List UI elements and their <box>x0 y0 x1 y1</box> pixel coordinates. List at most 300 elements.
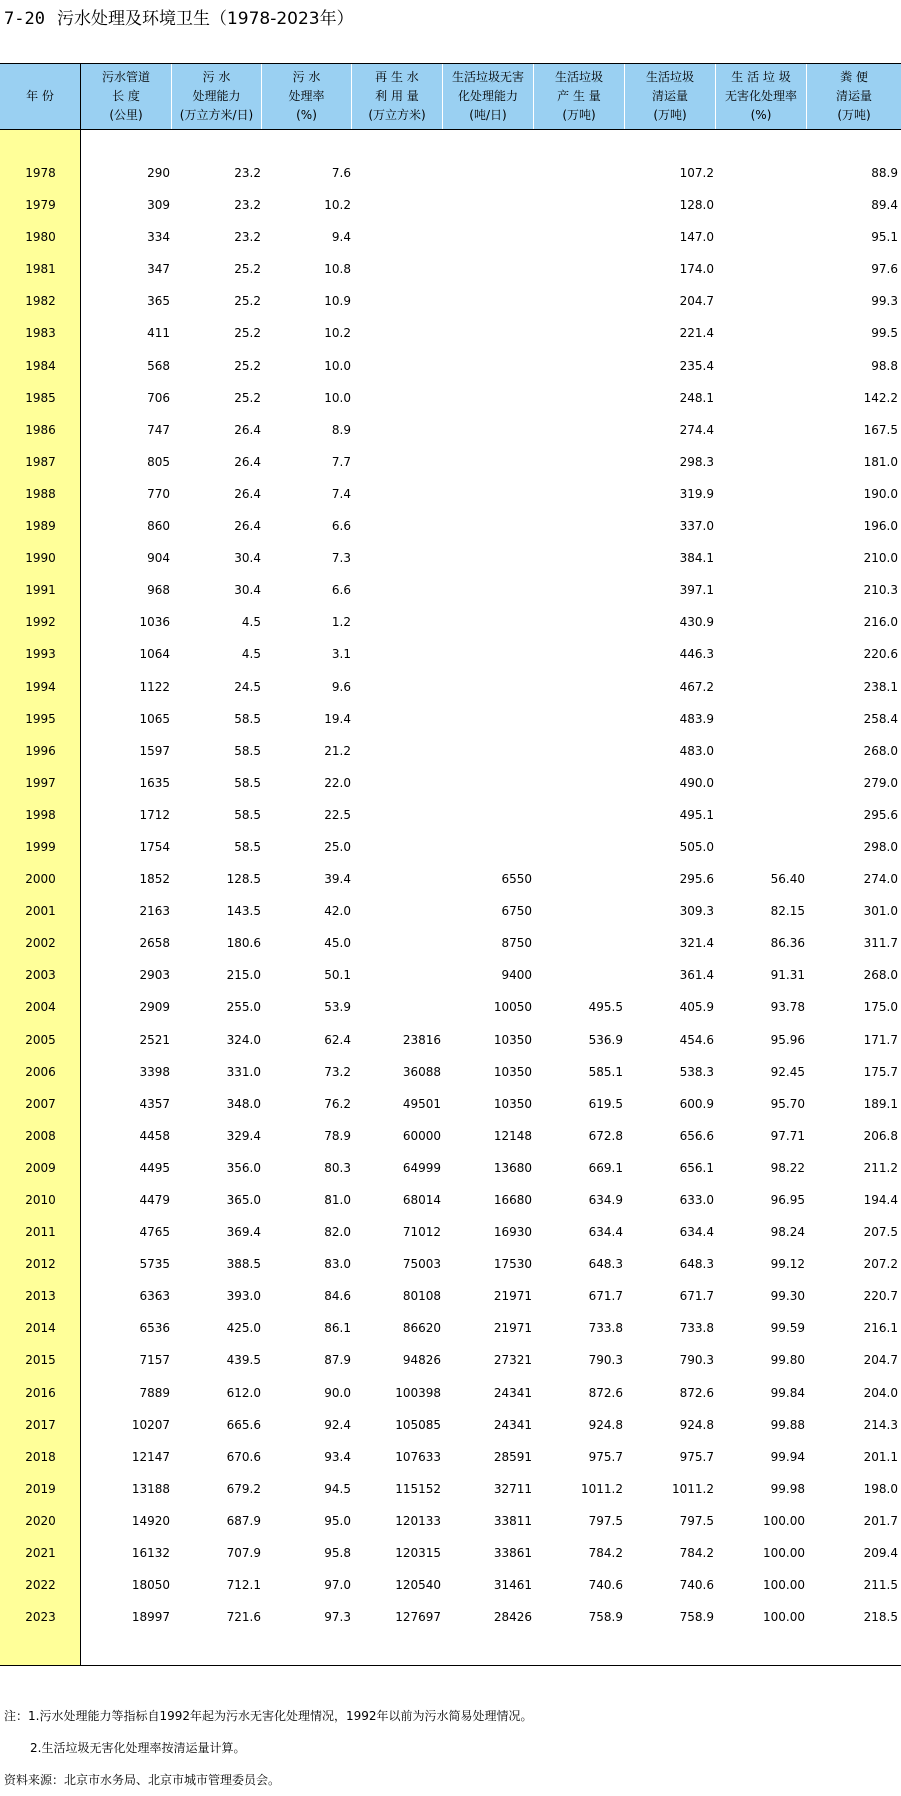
header-line: 清运量 <box>835 89 872 103</box>
cell-sewer-length: 6363 <box>139 1289 170 1304</box>
cell-feces-collected: 220.7 <box>863 1289 898 1304</box>
cell-sewage-capacity: 356.0 <box>226 1160 261 1175</box>
cell-year: 2018 <box>25 1449 56 1464</box>
cell-garbage-collected: 221.4 <box>679 326 714 341</box>
cell-sewer-length: 10207 <box>131 1417 170 1432</box>
cell-sewage-rate: 81.0 <box>324 1193 351 1207</box>
table-row <box>0 1508 901 1540</box>
cell-feces-collected: 211.5 <box>863 1578 898 1593</box>
header-garbage-collected <box>625 64 716 129</box>
cell-sewage-capacity: 388.5 <box>226 1257 261 1272</box>
cell-sewer-length: 290 <box>147 166 170 180</box>
cell-sewer-length: 12147 <box>131 1449 170 1464</box>
cell-feces-collected: 99.3 <box>871 294 898 309</box>
cell-sewage-capacity: 180.6 <box>226 936 261 951</box>
cell-year: 2020 <box>25 1513 56 1528</box>
cell-sewage-rate: 78.9 <box>324 1128 351 1143</box>
table-row <box>0 1091 901 1123</box>
table-row <box>0 1059 901 1091</box>
cell-garbage-capacity: 27321 <box>493 1353 532 1368</box>
header-line: 清运量 <box>651 89 688 103</box>
cell-sewage-capacity: 58.5 <box>234 839 261 854</box>
cell-sewer-length: 1122 <box>139 679 170 694</box>
cell-garbage-capacity: 10350 <box>493 1096 532 1111</box>
cell-year: 2012 <box>25 1257 56 1272</box>
cell-garbage-collected: 298.3 <box>679 454 714 469</box>
header-line: 生 活 垃 圾 <box>731 70 791 84</box>
table-row <box>0 930 901 962</box>
cell-sewer-length: 4479 <box>139 1193 170 1207</box>
cell-sewer-length: 904 <box>147 551 170 566</box>
cell-garbage-collected: 495.1 <box>679 807 714 822</box>
cell-sewage-rate: 10.0 <box>324 358 351 373</box>
header-line: 粪 便 <box>840 70 868 84</box>
header-line: 产 生 量 <box>557 89 601 103</box>
table-row <box>0 738 901 770</box>
cell-year: 2000 <box>25 872 56 887</box>
cell-sewage-capacity: 365.0 <box>226 1193 261 1207</box>
table-row <box>0 385 901 417</box>
cell-garbage-capacity: 10350 <box>493 1064 532 1079</box>
cell-year: 1982 <box>25 294 56 309</box>
cell-sewage-rate: 73.2 <box>324 1064 351 1079</box>
cell-sewer-length: 309 <box>147 198 170 213</box>
header-sewage-capacity <box>172 64 262 129</box>
cell-sewage-rate: 84.6 <box>324 1289 351 1304</box>
cell-sewage-capacity: 665.6 <box>226 1417 261 1432</box>
cell-sewage-capacity: 4.5 <box>241 615 261 630</box>
cell-feces-collected: 89.4 <box>871 198 898 213</box>
cell-garbage-collected: 483.9 <box>679 711 714 726</box>
cell-garbage-harmless-rate: 86.36 <box>770 936 805 951</box>
cell-garbage-produced: 648.3 <box>588 1257 623 1272</box>
cell-garbage-collected: 235.4 <box>679 358 714 373</box>
cell-feces-collected: 209.4 <box>863 1546 898 1561</box>
cell-sewage-capacity: 215.0 <box>226 968 261 983</box>
cell-sewage-rate: 45.0 <box>324 936 351 951</box>
cell-year: 1978 <box>25 166 56 180</box>
cell-sewage-capacity: 348.0 <box>226 1096 261 1111</box>
cell-garbage-produced: 634.9 <box>588 1193 623 1207</box>
cell-sewage-capacity: 721.6 <box>226 1610 261 1625</box>
table-row <box>0 192 901 224</box>
cell-garbage-produced: 669.1 <box>588 1160 623 1175</box>
table-body <box>0 160 901 1636</box>
cell-sewage-capacity: 25.2 <box>234 294 261 309</box>
cell-garbage-produced: 733.8 <box>588 1321 623 1336</box>
cell-garbage-capacity: 12148 <box>493 1128 532 1143</box>
cell-year: 1997 <box>25 775 56 790</box>
cell-sewage-rate: 10.2 <box>324 198 351 213</box>
cell-sewer-length: 1597 <box>139 743 170 758</box>
cell-sewage-capacity: 25.2 <box>234 390 261 405</box>
cell-reclaimed-water: 120315 <box>395 1546 441 1561</box>
cell-year: 1983 <box>25 326 56 341</box>
cell-year: 1984 <box>25 358 56 373</box>
cell-garbage-capacity: 8750 <box>501 936 532 951</box>
header-line: 生活垃圾无害 <box>451 70 524 84</box>
cell-garbage-harmless-rate: 99.94 <box>770 1449 805 1464</box>
header-line: 污 水 <box>292 70 321 84</box>
table-row <box>0 320 901 352</box>
table-row <box>0 1219 901 1251</box>
cell-reclaimed-water: 115152 <box>395 1481 441 1496</box>
cell-sewer-length: 14920 <box>131 1513 170 1528</box>
cell-sewer-length: 4495 <box>139 1160 170 1175</box>
cell-feces-collected: 298.0 <box>863 839 898 854</box>
cell-sewage-capacity: 26.4 <box>234 486 261 501</box>
cell-garbage-collected: 656.6 <box>679 1128 714 1143</box>
cell-sewer-length: 18050 <box>131 1578 170 1593</box>
cell-garbage-harmless-rate: 56.40 <box>770 872 805 887</box>
bottom-rule <box>0 1665 901 1666</box>
header-line: 生活垃圾 <box>554 70 603 84</box>
cell-garbage-produced: 495.5 <box>588 1000 623 1015</box>
cell-feces-collected: 210.3 <box>863 583 898 598</box>
table-row <box>0 1251 901 1283</box>
cell-garbage-collected: 446.3 <box>679 647 714 662</box>
cell-reclaimed-water: 64999 <box>402 1160 441 1175</box>
table-row <box>0 1187 901 1219</box>
cell-sewage-capacity: 143.5 <box>226 904 261 919</box>
cell-feces-collected: 190.0 <box>863 486 898 501</box>
cell-sewer-length: 770 <box>147 486 170 501</box>
cell-feces-collected: 95.1 <box>871 230 898 245</box>
cell-sewage-capacity: 425.0 <box>226 1321 261 1336</box>
cell-feces-collected: 211.2 <box>863 1160 898 1175</box>
cell-garbage-produced: 758.9 <box>588 1610 623 1625</box>
cell-garbage-collected: 633.0 <box>679 1193 714 1207</box>
cell-garbage-collected: 634.4 <box>679 1225 714 1240</box>
cell-sewage-rate: 19.4 <box>324 711 351 726</box>
cell-year: 1985 <box>25 390 56 405</box>
cell-sewage-rate: 95.8 <box>324 1546 351 1561</box>
cell-feces-collected: 175.0 <box>863 1000 898 1015</box>
cell-sewer-length: 1754 <box>139 839 170 854</box>
cell-year: 2016 <box>25 1385 56 1400</box>
cell-feces-collected: 220.6 <box>863 647 898 662</box>
cell-year: 2001 <box>25 904 56 919</box>
cell-sewage-capacity: 25.2 <box>234 326 261 341</box>
header-feces-collected <box>807 64 901 129</box>
cell-feces-collected: 207.2 <box>863 1257 898 1272</box>
cell-sewage-rate: 83.0 <box>324 1257 351 1272</box>
cell-feces-collected: 88.9 <box>871 166 898 180</box>
cell-year: 2019 <box>25 1481 56 1496</box>
cell-sewer-length: 1635 <box>139 775 170 790</box>
cell-sewage-rate: 53.9 <box>324 1000 351 1015</box>
cell-sewer-length: 3398 <box>139 1064 170 1079</box>
cell-sewage-capacity: 439.5 <box>226 1353 261 1368</box>
cell-garbage-harmless-rate: 82.15 <box>770 904 805 919</box>
cell-sewage-rate: 10.0 <box>324 390 351 405</box>
cell-sewage-capacity: 24.5 <box>234 679 261 694</box>
cell-feces-collected: 301.0 <box>863 904 898 919</box>
cell-sewage-rate: 97.0 <box>324 1578 351 1593</box>
header-line: 无害化处理率 <box>724 89 797 103</box>
cell-feces-collected: 204.0 <box>863 1385 898 1400</box>
table-row <box>0 1476 901 1508</box>
cell-sewer-length: 1036 <box>139 615 170 630</box>
table-row <box>0 802 901 834</box>
cell-reclaimed-water: 60000 <box>402 1128 441 1143</box>
cell-feces-collected: 268.0 <box>863 968 898 983</box>
header-line: 化处理能力 <box>457 89 518 103</box>
cell-sewage-rate: 22.5 <box>324 807 351 822</box>
cell-garbage-harmless-rate: 97.71 <box>770 1128 805 1143</box>
cell-sewage-rate: 7.3 <box>331 551 351 566</box>
cell-year: 1992 <box>25 615 56 630</box>
cell-garbage-harmless-rate: 99.88 <box>770 1417 805 1432</box>
cell-garbage-produced: 924.8 <box>588 1417 623 1432</box>
cell-sewage-rate: 39.4 <box>324 872 351 887</box>
cell-year: 2015 <box>25 1353 56 1368</box>
cell-reclaimed-water: 94826 <box>402 1353 441 1368</box>
cell-year: 2004 <box>25 1000 56 1015</box>
header-sewer-length <box>81 64 172 129</box>
cell-garbage-produced: 536.9 <box>588 1032 623 1047</box>
cell-sewage-rate: 42.0 <box>324 904 351 919</box>
table-row <box>0 577 901 609</box>
cell-sewer-length: 2521 <box>139 1032 170 1047</box>
cell-reclaimed-water: 71012 <box>402 1225 441 1240</box>
header-line: (万吨) <box>837 108 871 122</box>
cell-garbage-produced: 797.5 <box>588 1513 623 1528</box>
cell-feces-collected: 311.7 <box>863 936 898 951</box>
cell-year: 1998 <box>25 807 56 822</box>
table-number: 7-20 <box>4 9 45 29</box>
table-title: 污水处理及环境卫生（1978-2023年） <box>56 9 354 29</box>
cell-garbage-produced: 585.1 <box>588 1064 623 1079</box>
cell-reclaimed-water: 120540 <box>395 1578 441 1593</box>
cell-feces-collected: 218.5 <box>863 1610 898 1625</box>
header-sewage-rate <box>262 64 352 129</box>
cell-sewage-capacity: 58.5 <box>234 775 261 790</box>
cell-year: 1988 <box>25 486 56 501</box>
cell-garbage-collected: 467.2 <box>679 679 714 694</box>
cell-garbage-harmless-rate: 91.31 <box>770 968 805 983</box>
cell-sewage-rate: 94.5 <box>324 1481 351 1496</box>
table-row <box>0 1347 901 1379</box>
table-row <box>0 641 901 673</box>
table-row <box>0 1123 901 1155</box>
cell-feces-collected: 196.0 <box>863 519 898 534</box>
cell-garbage-collected: 600.9 <box>679 1096 714 1111</box>
header-line: (万立方米/日) <box>179 108 254 122</box>
cell-sewage-capacity: 26.4 <box>234 422 261 437</box>
cell-garbage-capacity: 32711 <box>493 1481 532 1496</box>
cell-year: 2009 <box>25 1160 56 1175</box>
cell-sewage-rate: 25.0 <box>324 839 351 854</box>
cell-garbage-capacity: 33811 <box>493 1513 532 1528</box>
cell-sewage-rate: 7.6 <box>331 166 351 180</box>
cell-sewage-capacity: 393.0 <box>226 1289 261 1304</box>
cell-feces-collected: 194.4 <box>863 1193 898 1207</box>
cell-garbage-collected: 648.3 <box>679 1257 714 1272</box>
cell-garbage-capacity: 31461 <box>493 1578 532 1593</box>
cell-year: 1991 <box>25 583 56 598</box>
table-row <box>0 1412 901 1444</box>
cell-sewage-capacity: 23.2 <box>234 230 261 245</box>
header-line: 生活垃圾 <box>645 70 694 84</box>
cell-garbage-harmless-rate: 100.00 <box>763 1578 805 1593</box>
note-2: 2.生活垃圾无害化处理率按清运量计算。 <box>30 1741 246 1755</box>
cell-garbage-produced: 1011.2 <box>581 1481 623 1496</box>
cell-garbage-collected: 361.4 <box>679 968 714 983</box>
cell-garbage-harmless-rate: 99.30 <box>770 1289 805 1304</box>
cell-garbage-harmless-rate: 93.78 <box>770 1000 805 1015</box>
table-row <box>0 160 901 192</box>
cell-sewage-capacity: 23.2 <box>234 198 261 213</box>
cell-sewage-rate: 8.9 <box>331 422 351 437</box>
cell-sewer-length: 968 <box>147 583 170 598</box>
cell-garbage-harmless-rate: 95.96 <box>770 1032 805 1047</box>
cell-sewage-rate: 62.4 <box>324 1032 351 1047</box>
table-row <box>0 256 901 288</box>
note-1: 注：1.污水处理能力等指标自1992年起为污水无害化处理情况，1992年以前为污水简易处理情况。 <box>4 1709 533 1723</box>
cell-year: 2023 <box>25 1610 56 1625</box>
table-row <box>0 513 901 545</box>
cell-year: 2010 <box>25 1193 56 1207</box>
cell-year: 2003 <box>25 968 56 983</box>
cell-garbage-collected: 147.0 <box>679 230 714 245</box>
cell-garbage-produced: 872.6 <box>588 1385 623 1400</box>
header-reclaimed-water <box>352 64 443 129</box>
cell-sewer-length: 6536 <box>139 1321 170 1336</box>
cell-sewage-capacity: 255.0 <box>226 1000 261 1015</box>
cell-feces-collected: 167.5 <box>863 422 898 437</box>
table-row <box>0 1540 901 1572</box>
cell-year: 1990 <box>25 551 56 566</box>
cell-garbage-collected: 740.6 <box>679 1578 714 1593</box>
cell-garbage-harmless-rate: 98.24 <box>770 1225 805 1240</box>
table-row <box>0 1572 901 1604</box>
cell-garbage-harmless-rate: 99.80 <box>770 1353 805 1368</box>
cell-sewage-rate: 86.1 <box>324 1321 351 1336</box>
cell-garbage-capacity: 6750 <box>501 904 532 919</box>
cell-reclaimed-water: 120133 <box>395 1513 441 1528</box>
cell-garbage-capacity: 28591 <box>493 1449 532 1464</box>
cell-year: 1987 <box>25 454 56 469</box>
cell-garbage-harmless-rate: 92.45 <box>770 1064 805 1079</box>
cell-sewage-capacity: 23.2 <box>234 166 261 180</box>
table-row <box>0 417 901 449</box>
header-line: (万吨) <box>562 108 596 122</box>
cell-sewage-rate: 93.4 <box>324 1449 351 1464</box>
cell-garbage-capacity: 6550 <box>501 872 532 887</box>
cell-garbage-capacity: 16930 <box>493 1225 532 1240</box>
cell-garbage-collected: 733.8 <box>679 1321 714 1336</box>
cell-sewer-length: 4458 <box>139 1128 170 1143</box>
cell-sewage-rate: 50.1 <box>324 968 351 983</box>
table-row <box>0 1444 901 1476</box>
cell-sewage-capacity: 26.4 <box>234 454 261 469</box>
cell-garbage-collected: 656.1 <box>679 1160 714 1175</box>
cell-sewer-length: 334 <box>147 230 170 245</box>
cell-sewage-rate: 90.0 <box>324 1385 351 1400</box>
cell-garbage-collected: 538.3 <box>679 1064 714 1079</box>
header-line: (公里) <box>109 108 143 122</box>
table-row <box>0 962 901 994</box>
cell-garbage-produced: 671.7 <box>588 1289 623 1304</box>
cell-feces-collected: 204.7 <box>863 1353 898 1368</box>
header-line: 年 份 <box>26 89 54 103</box>
cell-garbage-collected: 397.1 <box>679 583 714 598</box>
cell-feces-collected: 175.7 <box>863 1064 898 1079</box>
cell-sewer-length: 7889 <box>139 1385 170 1400</box>
cell-year: 2008 <box>25 1128 56 1143</box>
cell-sewer-length: 2903 <box>139 968 170 983</box>
cell-garbage-collected: 321.4 <box>679 936 714 951</box>
cell-garbage-harmless-rate: 100.00 <box>763 1546 805 1561</box>
footnotes <box>4 1700 533 1796</box>
header-garbage-capacity <box>443 64 534 129</box>
cell-sewage-capacity: 128.5 <box>226 872 261 887</box>
cell-garbage-collected: 174.0 <box>679 262 714 277</box>
cell-garbage-capacity: 10350 <box>493 1032 532 1047</box>
cell-sewage-capacity: 331.0 <box>226 1064 261 1079</box>
cell-feces-collected: 201.1 <box>863 1449 898 1464</box>
table-row <box>0 994 901 1026</box>
cell-year: 2014 <box>25 1321 56 1336</box>
cell-garbage-capacity: 24341 <box>493 1417 532 1432</box>
table-row <box>0 1315 901 1347</box>
cell-sewage-rate: 9.4 <box>331 230 351 245</box>
cell-feces-collected: 189.1 <box>863 1096 898 1111</box>
cell-sewage-rate: 92.4 <box>324 1417 351 1432</box>
cell-feces-collected: 268.0 <box>863 743 898 758</box>
cell-year: 1981 <box>25 262 56 277</box>
cell-garbage-collected: 128.0 <box>679 198 714 213</box>
cell-year: 1979 <box>25 198 56 213</box>
cell-feces-collected: 99.5 <box>871 326 898 341</box>
cell-garbage-collected: 107.2 <box>679 166 714 180</box>
cell-year: 2011 <box>25 1225 56 1240</box>
cell-sewage-rate: 82.0 <box>324 1225 351 1240</box>
page-title <box>4 4 354 29</box>
table-header <box>0 64 901 130</box>
table-row <box>0 674 901 706</box>
cell-sewer-length: 568 <box>147 358 170 373</box>
cell-sewer-length: 1064 <box>139 647 170 662</box>
cell-sewage-capacity: 25.2 <box>234 262 261 277</box>
cell-garbage-collected: 924.8 <box>679 1417 714 1432</box>
cell-garbage-collected: 274.4 <box>679 422 714 437</box>
cell-sewer-length: 2658 <box>139 936 170 951</box>
cell-sewer-length: 347 <box>147 262 170 277</box>
cell-feces-collected: 238.1 <box>863 679 898 694</box>
cell-feces-collected: 295.6 <box>863 807 898 822</box>
cell-garbage-capacity: 33861 <box>493 1546 532 1561</box>
cell-garbage-capacity: 9400 <box>501 968 532 983</box>
cell-feces-collected: 171.7 <box>863 1032 898 1047</box>
cell-sewer-length: 2163 <box>139 904 170 919</box>
cell-garbage-collected: 975.7 <box>679 1449 714 1464</box>
cell-sewage-rate: 76.2 <box>324 1096 351 1111</box>
cell-reclaimed-water: 107633 <box>395 1449 441 1464</box>
cell-feces-collected: 210.0 <box>863 551 898 566</box>
cell-sewage-capacity: 4.5 <box>241 647 261 662</box>
header-garbage-produced <box>534 64 625 129</box>
cell-year: 1980 <box>25 230 56 245</box>
cell-garbage-capacity: 24341 <box>493 1385 532 1400</box>
cell-garbage-capacity: 21971 <box>493 1289 532 1304</box>
cell-garbage-collected: 671.7 <box>679 1289 714 1304</box>
cell-year: 1989 <box>25 519 56 534</box>
cell-year: 1996 <box>25 743 56 758</box>
cell-garbage-capacity: 13680 <box>493 1160 532 1175</box>
cell-sewage-capacity: 25.2 <box>234 358 261 373</box>
